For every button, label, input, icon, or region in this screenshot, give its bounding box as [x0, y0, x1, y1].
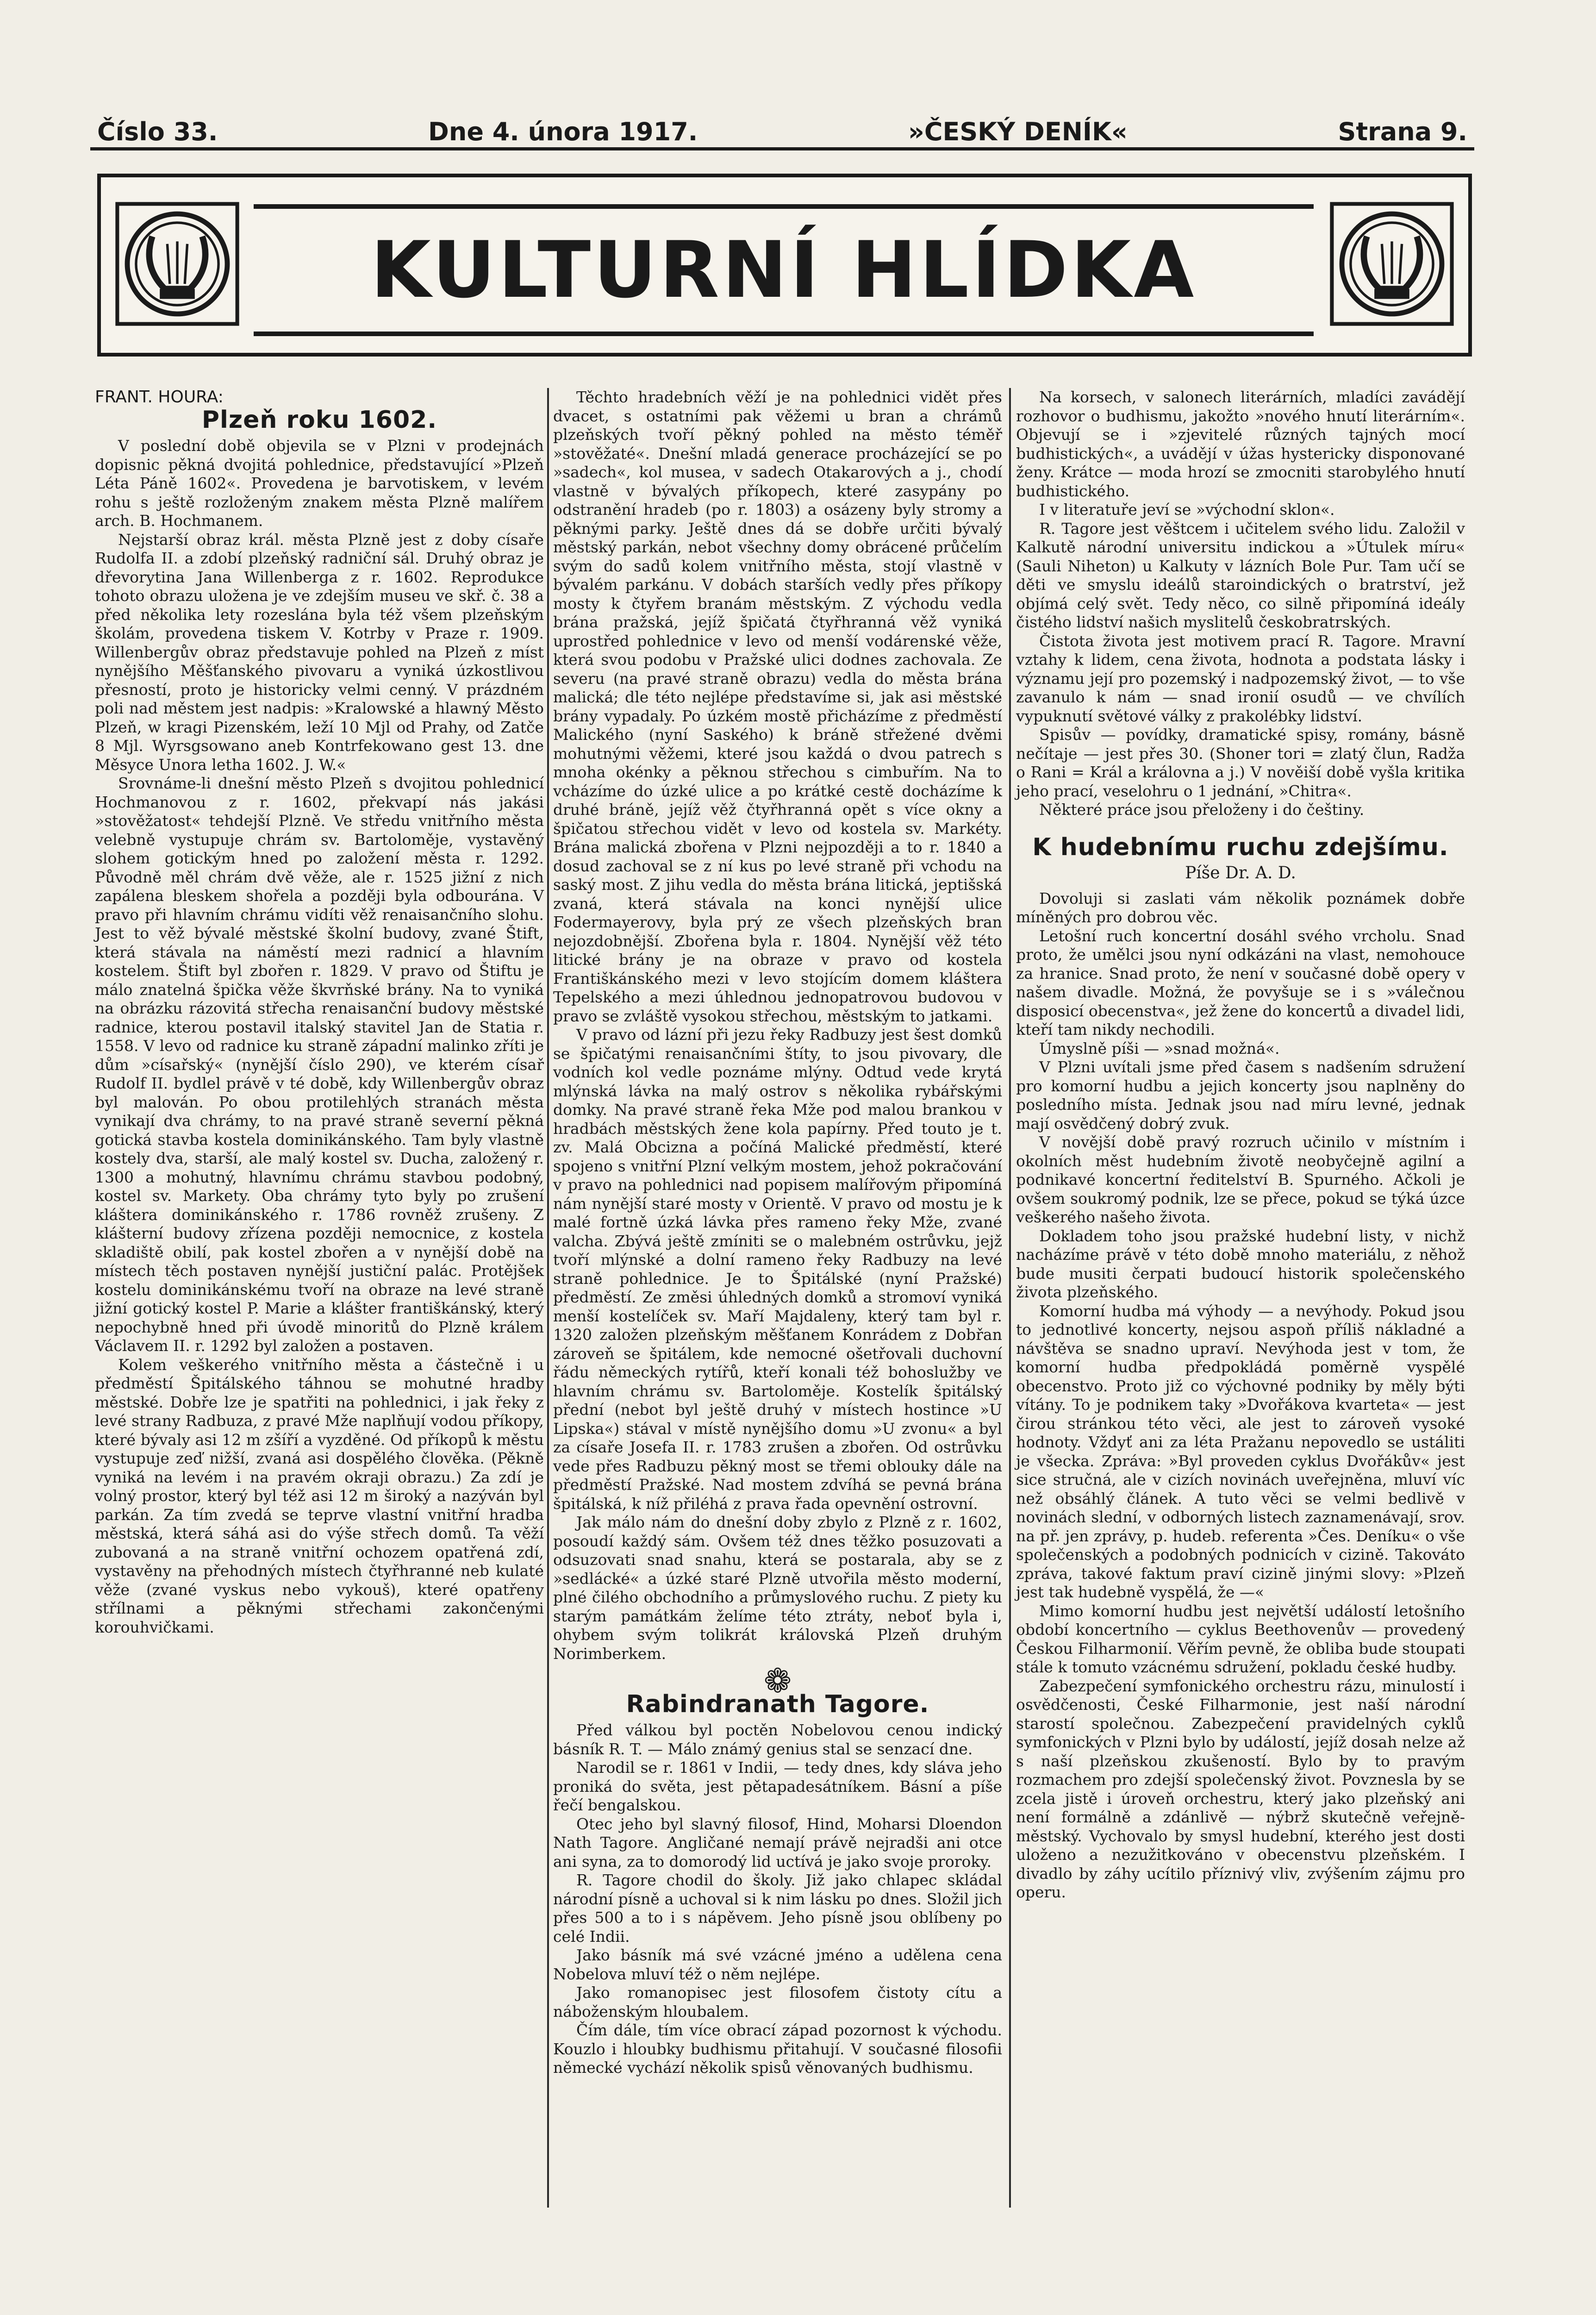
paragraph: I v literatuře jeví se »východní sklon«.: [1039, 501, 1335, 519]
column-rule: [547, 388, 549, 2208]
paragraph: Některé práce jsou přeloženy i do češtiny.: [1039, 801, 1365, 819]
page-number: Strana 9.: [1338, 117, 1467, 146]
paragraph: Před válkou byl poctěn Nobelovou cenou indický básník R. T. — Málo známý genius stal se senzací dne.: [553, 1721, 1002, 1758]
paragraph: Čistota života jest motivem prací R. Tagore. Mravní vztahy k lidem, cena života, hodnota a podstata lásky i významu její pro pozemský i nadpozemský život, — to vše zavanulo k nám — snad ironií osudů — ve chvílích vypuknutí světové války z prakolébky lidství.: [1016, 632, 1465, 725]
newspaper-name: »ČESKÝ DENÍK«: [908, 117, 1128, 146]
header-rule: [90, 147, 1474, 150]
paragraph: Dovoluji si zaslati vám několik poznámek dobře míněných pro dobrou věc.: [1016, 889, 1465, 926]
section-title: KULTURNÍ HLÍDKA: [370, 225, 1197, 315]
article-title: K hudebnímu ruchu zdejšímu.: [1032, 833, 1449, 861]
paragraph: Komorní hudba má výhody — a nevýhody. Pokud jsou to jednotlivé koncerty, nejsou aspoň příliš nákladné a návštěva se snadno upraví. Nevýhoda jest v tom, že komorní hudba předpokládá poměrně vyspělé obecenstvo. Proto již co výchovné podniky by měly býti vítány. To je podnikem taky »Dvořákova kvarteta« — jest čirou stránkou této věci, ale jest to zároveň vysoké hodnoty. Vždyť ani za léta Pražanu nepovedlo se ustáliti je všecka. Zpráva: »Byl proveden cyklus Dvořákův« jest sice stručná, ale v cizích novinách uveřejněna, mluví víc než obsáhlý článek. A tuto věci se velmi bedlivě v novinách slední, v odborných listech zaznamenávají, srov. na př. jen zprávy, p. hudeb. referenta »Čes. Deníku« o vše společenských a podobných podnicích v cizině. Takováto zpráva, takové faktum praví cizině jinými slovy: »Plzeň jest tak hudebně vyspělá, že —«: [1016, 1301, 1465, 1601]
paragraph: V Plzni uvítali jsme před časem s nadšením sdružení pro komorní hudbu a jejich koncerty jsou naplněny do posledního místa. Jednak jsou nad míru levné, jednak mají osvědčený dobrý zvuk.: [1016, 1058, 1465, 1132]
paragraph: Mimo komorní hudbu jest největší událostí letošního období koncertního — cyklus Beethovenův — provedený Českou Filharmonií. Věřím pevně, že obliba bude stoupati stále k tomuto vzácnému sdružení, pokladu české hudby.: [1016, 1602, 1465, 1676]
paragraph: Čím dále, tím více obrací západ pozornost k východu. Kouzlo i hloubky budhismu přitahují. V současné filosofii německé vychází několik spisů věnovaných budhismu.: [553, 2021, 1002, 2077]
lyre-emblem-icon: [1329, 201, 1454, 326]
paragraph: V poslední době objevila se v Plzni v prodejnách dopisnic pěkná dvojitá pohlednice, představující »Plzeň Léta Páně 1602«. Provedena je barvotiskem, v levém rohu s ještě rozloženým znakem města Plzně malířem arch. B. Hochmanem.: [95, 437, 544, 530]
paragraph: Jak málo nám do dnešní doby zbylo z Plzně z r. 1602, posoudí každý sám. Ovšem též dnes těžko posuzovati a odsuzovati snad snahu, která se postarala, aby se z »sedlácké« a úzké staré Plzně utvořila město moderní, plné čilého obchodního a průmyslového ruchu. Z piety ku starým památkám želíme této ztráty, neboť byla i, ohybem svým tolikrát královská Plzeň druhým Norimberkem.: [553, 1513, 1002, 1663]
paragraph: R. Tagore chodil do školy. Již jako chlapec skládal národní písně a uchoval si k nim lásku po dnes. Složil jich přes 500 a to i s nápěvem. Jeho písně jsou oblíbeny po celé Indii.: [553, 1871, 1002, 1946]
paragraph: V pravo od lázní při jezu řeky Radbuzy jest šest domků se špičatými renaisančními štíty, to jsou pivovary, dle vodních kol vedle poznáme mlýny. Odtud vede krytá mlýnská lávka na malý ostrov s několika rybářskými domky. Na pravé straně řeka Mže pod malou brankou v hradbách městských žene kola papírny. Před touto je t. zv. Malá Obcizna a počíná Malické předměstí, které spojeno s vnitřní Plzní velkým mostem, jehož pokračování v pravo na pohlednici nad popisem malířovým připomíná nám nynější staré mosty v Orientě. V pravo od mostu je k malé fortně úzká lávka přes rameno řeky Mže, zvané valcha. Zbývá ještě zmíniti se o malebném ostrůvku, jejž tvoří mlýnské a dolní rameno řeky Radbuzy na levé straně pohlednice. Je to Špitálské (nyní Pražské) předměstí. Ze změsi úhledných domků a stromoví vyniká menší kostelíček sv. Maří Majdaleny, který tam byl r. 1320 založen plzeňským měšťanem Konrádem z Dobřan zároveň se špitálem, kde nemocné ošetřovali duchovní řádu německých rytířů, kteří konali též bohoslužby ve hlavním chrámu sv. Bartoloměje. Kostelík špitálský přední (nebot byl ještě druhý v místech hostince »U Lipska«) stával v místě nynějšího domu »U zvonu« a byl za císaře Josefa II. r. 1783 zrušen a zbořen. Od ostrůvku vede přes Radbuzu pěkný most se třemi oblouky dále na předměstí Pražské. Nad mostem zdvíhá se pevná brána špitálská, k níž přiléhá z prava řada opevnění ostrovní.: [553, 1026, 1002, 1513]
paragraph: Dokladem toho jsou pražské hudební listy, v nichž nacházíme právě v této době mnoho materiálu, z něhož bude musiti čerpati budoucí historik společenského života plzeňského.: [1016, 1226, 1465, 1301]
article-byline: Píše Dr. A. D.: [1185, 863, 1296, 882]
article-author: FRANT. HOURA:: [95, 388, 224, 407]
paragraph: Letošní ruch koncertní dosáhl svého vrcholu. Snad proto, že umělci jsou nyní odkázáni na vlast, nemohouce za hranice. Snad proto, že není v současné době opery v našem divadle. Možná, že povyšuje se i s »válečnou disposicí obecenstva«, jež žene do koncertů a divadel lidi, kteří tam nikdy nechodili.: [1016, 926, 1465, 1039]
paragraph: Jako romanopisec jest filosofem čistoty cítu a náboženským hloubalem.: [553, 1983, 1002, 2021]
section-banner: [97, 174, 1472, 357]
paragraph: Kolem veškerého vnitřního města a částečně i u předměstí Špitálského táhnou se mohutné hradby městské. Dobře lze je spatřiti na pohlednici, i jak řeky z levé strany Radbuza, z pravé Mže naplňují vodou příkopy, které bývaly asi 12 m zšíří a vyzděné. Od příkopů k městu vystupuje zeď nižší, zvaná asi dospělého člověka. (Pěkně vyniká na levém i na pravém okraji obrazu.) Za zdí je volný prostor, který byl též asi 12 m široký a nazýván byl parkán. Za tím zvedá se teprve vlastní vnitřní hradba městská, která sáhá asi do výše střech domů. Ta věží zubovaná a na straně vnitřní ochozem opatřená zdí, vystavěny na přehodných místech čtyřhranné neb kulaté věže (zvané vyskus nebo vykouš), které opatřeny střílnami a pěknými střechami zakončenými korouhvičkami.: [95, 1355, 544, 1636]
paragraph: Nejstarší obraz král. města Plzně jest z doby císaře Rudolfa II. a zdobí plzeňský radniční sál. Druhý obraz je dřevorytina Jana Willenberga z r. 1602. Reprodukce tohoto obrazu uložena je ve zdejším museu ve skř. č. 38 a před několika lety rozeslána byla též všem plzeňským školám, provedena tiskem V. Kotrby v Praze r. 1909. Willenbergův obraz představuje pohled na Plzeň z míst nynějšího Měšťanského pivovaru a vyniká úzkostlivou přesností, proto je historicky velmi cenný. V prázdném poli nad městem jest nadpis: »Kralowské a hlawný Město Plzeň, w kragi Pizenském, leží 10 Mjl od Prahy, od Zatče 8 Mjl. Wyrsgsowano aneb Kontrfekowano gest 13. dne Měsyce Unora letha 1602. J. W.«: [95, 530, 544, 774]
column-2: [553, 388, 1002, 2208]
paragraph: Úmyslně píši — »snad možná«.: [1039, 1039, 1280, 1057]
banner-frame: [254, 204, 1314, 336]
paragraph: V novější době pravý rozruch učinilo v místním i okolních měst hudebním životě neobyčejně agilní a podnikavé koncertní ředitelství B. Spurného. Ačkoli je ovšem soukromý podnik, lze se přece, pokud se týká úzce veškerého našeho života.: [1016, 1133, 1465, 1226]
column-3: [1016, 388, 1465, 2208]
paragraph: Otec jeho byl slavný filosof, Hind, Moharsi Dloendon Nath Tagore. Angličané nemají právě nejradši ani otce ani syna, za to domorodý lid uctívá je jako svoje proroky.: [553, 1814, 1002, 1871]
paragraph: Narodil se r. 1861 v Indii, — tedy dnes, kdy sláva jeho proniká do světa, jest pětapadesátníkem. Básní a píše řečí bengalskou.: [553, 1758, 1002, 1814]
page-header: [97, 105, 1467, 146]
paragraph: Na korsech, v salonech literárních, mladíci zavádějí rozhovor o budhismu, jakožto »nového hnutí literárním«. Objevují se i »zjevitelé různých tajných mocí budhistických«, a uvádějí v úžas hystericky disponované ženy. Krátce — moda hrozí se zmocniti starobylého hnutí budhistického.: [1016, 388, 1465, 500]
paragraph: Zabezpečení symfonického orchestru rázu, minulostí i osvědčenosti, České Filharmonie, jest naší národní starostí společnou. Zabezpečení pravidelných cyklů symfonických v Plzni bylo by událostí, jejíž dosah nelze až s naší plzeňskou zkušeností. Bylo by to pravým rozmachem pro zdejší společenský život. Povznesla by se zcela jistě i úroveň orchestru, který jako plzeňský ani není formálně a zdánlivě — nýbrž skutečně veřejně-městský. Vychovalo by smysl hudební, kterého jest dosti uloženo a nezužitkováno v obecenstvu plzeňském. I divadlo by záhy ucítilo příznivý vliv, zvýšením zájmu pro operu.: [1016, 1677, 1465, 1901]
paragraph: Spisův — povídky, dramatické spisy, romány, básně nečítaje — jest přes 30. (Shoner tori = zlatý člun, Radža o Rani = Král a královna a j.) V nověiší době vyšla kritika jeho prací, veselohru o 1 jednání, »Chitra«.: [1016, 726, 1465, 800]
paragraph: Srovnáme-li dnešní město Plzeň s dvojitou pohlednicí Hochmanovou z r. 1602, překvapí nás jakási »stověžatost« tehdejší Plzně. Ve středu vnitřního města velebně vystupuje chrám sv. Bartoloměje, vystavěný slohem gotickým hned po založení města r. 1292. Původně měl chrám dvě věže, ale r. 1525 jižní z nich zapálena bleskem shořela a později byla odbourána. V pravo při hlavním chrámu vidíti věž renaisančního slohu. Jest to věž bývalé městské školní budovy, zvané Štift, která stávala na náměstí mezi radnicí a hlavním kostelem. Štift byl zbořen r. 1829. V pravo od Štiftu je málo znatelná špička věže škvrňské brány. Na to vyniká na obrázku rázovitá střecha renaisanční budovy městské radnice, kterou postavil italský stavitel Jan de Statia r. 1558. V levo od radnice ku straně západní malinko zříti je dům »císařský« (nynější číslo 290), ve kterém císař Rudolf II. bydlel právě v té době, kdy Willenbergův obraz byl malován. Po obou protilehlých stranách města vynikají dva chrámy, to na pravé straně severní pěkná gotická stavba kostela dominikánského. Tam byly vlastně kostely dva, starší, ale malý kostel sv. Ducha, založený r. 1300 a mohutný, hlavnímu chrámu stavbou podobný, kostel sv. Markety. Oba chrámy tyto byly po zrušení kláštera dominikánského r. 1786 rovněž zrušeny. Z klášterní budovy zřízena později nemocnice, z kostela skladiště obilí, pak kostel zbořen a v nynější době na místech těch postaven nynější justiční palác. Protějšek kostelu dominikánskému tvoří na obraze na levé straně jižní gotický kostel P. Marie a klášter františkánský, který nepochybně hned při úvodě minoritů do Plzně králem Václavem II. r. 1292 byl založen a postaven.: [95, 774, 544, 1355]
column-rule: [1009, 388, 1011, 2208]
article-title: Rabindranath Tagore.: [626, 1690, 929, 1718]
paragraph: R. Tagore jest věštcem i učitelem svého lidu. Založil v Kalkutě národní universitu indickou a »Útulek míru« (Sauli Niheton) u Kalkuty v lázních Bole Pur. Tam učí se děti ve smyslu ideálů staroindických o bratrství, jež objímá celý svět. Tedy něco, co silně připomíná ideály čistého lidství našich myslitelů českobratrských.: [1016, 519, 1465, 631]
column-1: [95, 388, 544, 2208]
ornament-icon: ❁: [763, 1661, 792, 1700]
paragraph: Těchto hradebních věží je na pohlednici vidět přes dvacet, s ostatními pak věžemi u bran a chrámů plzeňských tvoří pěkný pohled na město téměř »stověžaté«. Dnešní mladá generace procházející se po »sadech«, kol musea, v sadech Otakarových a j., chodí vlastně v bývalých příkopech, které zasypány po odstranění hradeb (po r. 1803) a osázeny byly stromy a pěknými parky. Ještě dnes dá se dobře určiti bývalý městský parkán, nebot všechny domy obrácené průčelím svým do sadů kolem vnitřního města, stojí vlastně v bývalém parkánu. V dobách starších vedly přes příkopy mosty k čtyřem branám městským. Z východu vedla brána pražská, jejíž špičatá čtyřhranná věž vyniká uprostřed pohlednice v levo od menší vodárenské věže, která svou podobu v Pražské ulici dodnes zachovala. Ze severu (na pravé straně obrazu) vedla do města brána malická; dle této nejlépe představíme si, jak asi městské brány vypadaly. Po úzkém mostě přicházíme z předměstí Malického (nyní Saského) k bráně střežené dvěmi mohutnými věžemi, které jsou každá o dvou patrech s mnoha okénky a pěknou střechou s cimbuřím. Na to vcházíme do úzké ulice a po krátké cestě docházíme k druhé bráně, jejíž věž čtyřhranná opět s více okny a špičatou střechou vidět v levo od kostela sv. Markéty. Brána malická zbořena v Plzni nejpozději a to r. 1840 a dosud zachoval se z ní kus po levé straně při vchodu na saský most. Z jihu vedla do města brána litická, jeptišská zvaná, která stávala na konci nynější ulice Fodermayerovy, byla prý ze všech plzeňských bran nejozdobnější. Zbořena byla r. 1804. Nynější věž této litické brány je na obraze v pravo od kostela Františkánského mezi v levo stojícím domem kláštera Tepelského a mezi úhlednou jednopatrovou budovou v pravo se zvláště vysokou střechou, městským to jatkami.: [553, 388, 1002, 1025]
paragraph: Jako básník má své vzácné jméno a udělena cena Nobelova mluví též o něm nejlépe.: [553, 1946, 1002, 1983]
article-title: Plzeň roku 1602.: [201, 406, 437, 434]
issue-number: Číslo 33.: [97, 117, 218, 146]
issue-date: Dne 4. února 1917.: [428, 117, 698, 146]
lyre-emblem-icon: [115, 201, 240, 326]
